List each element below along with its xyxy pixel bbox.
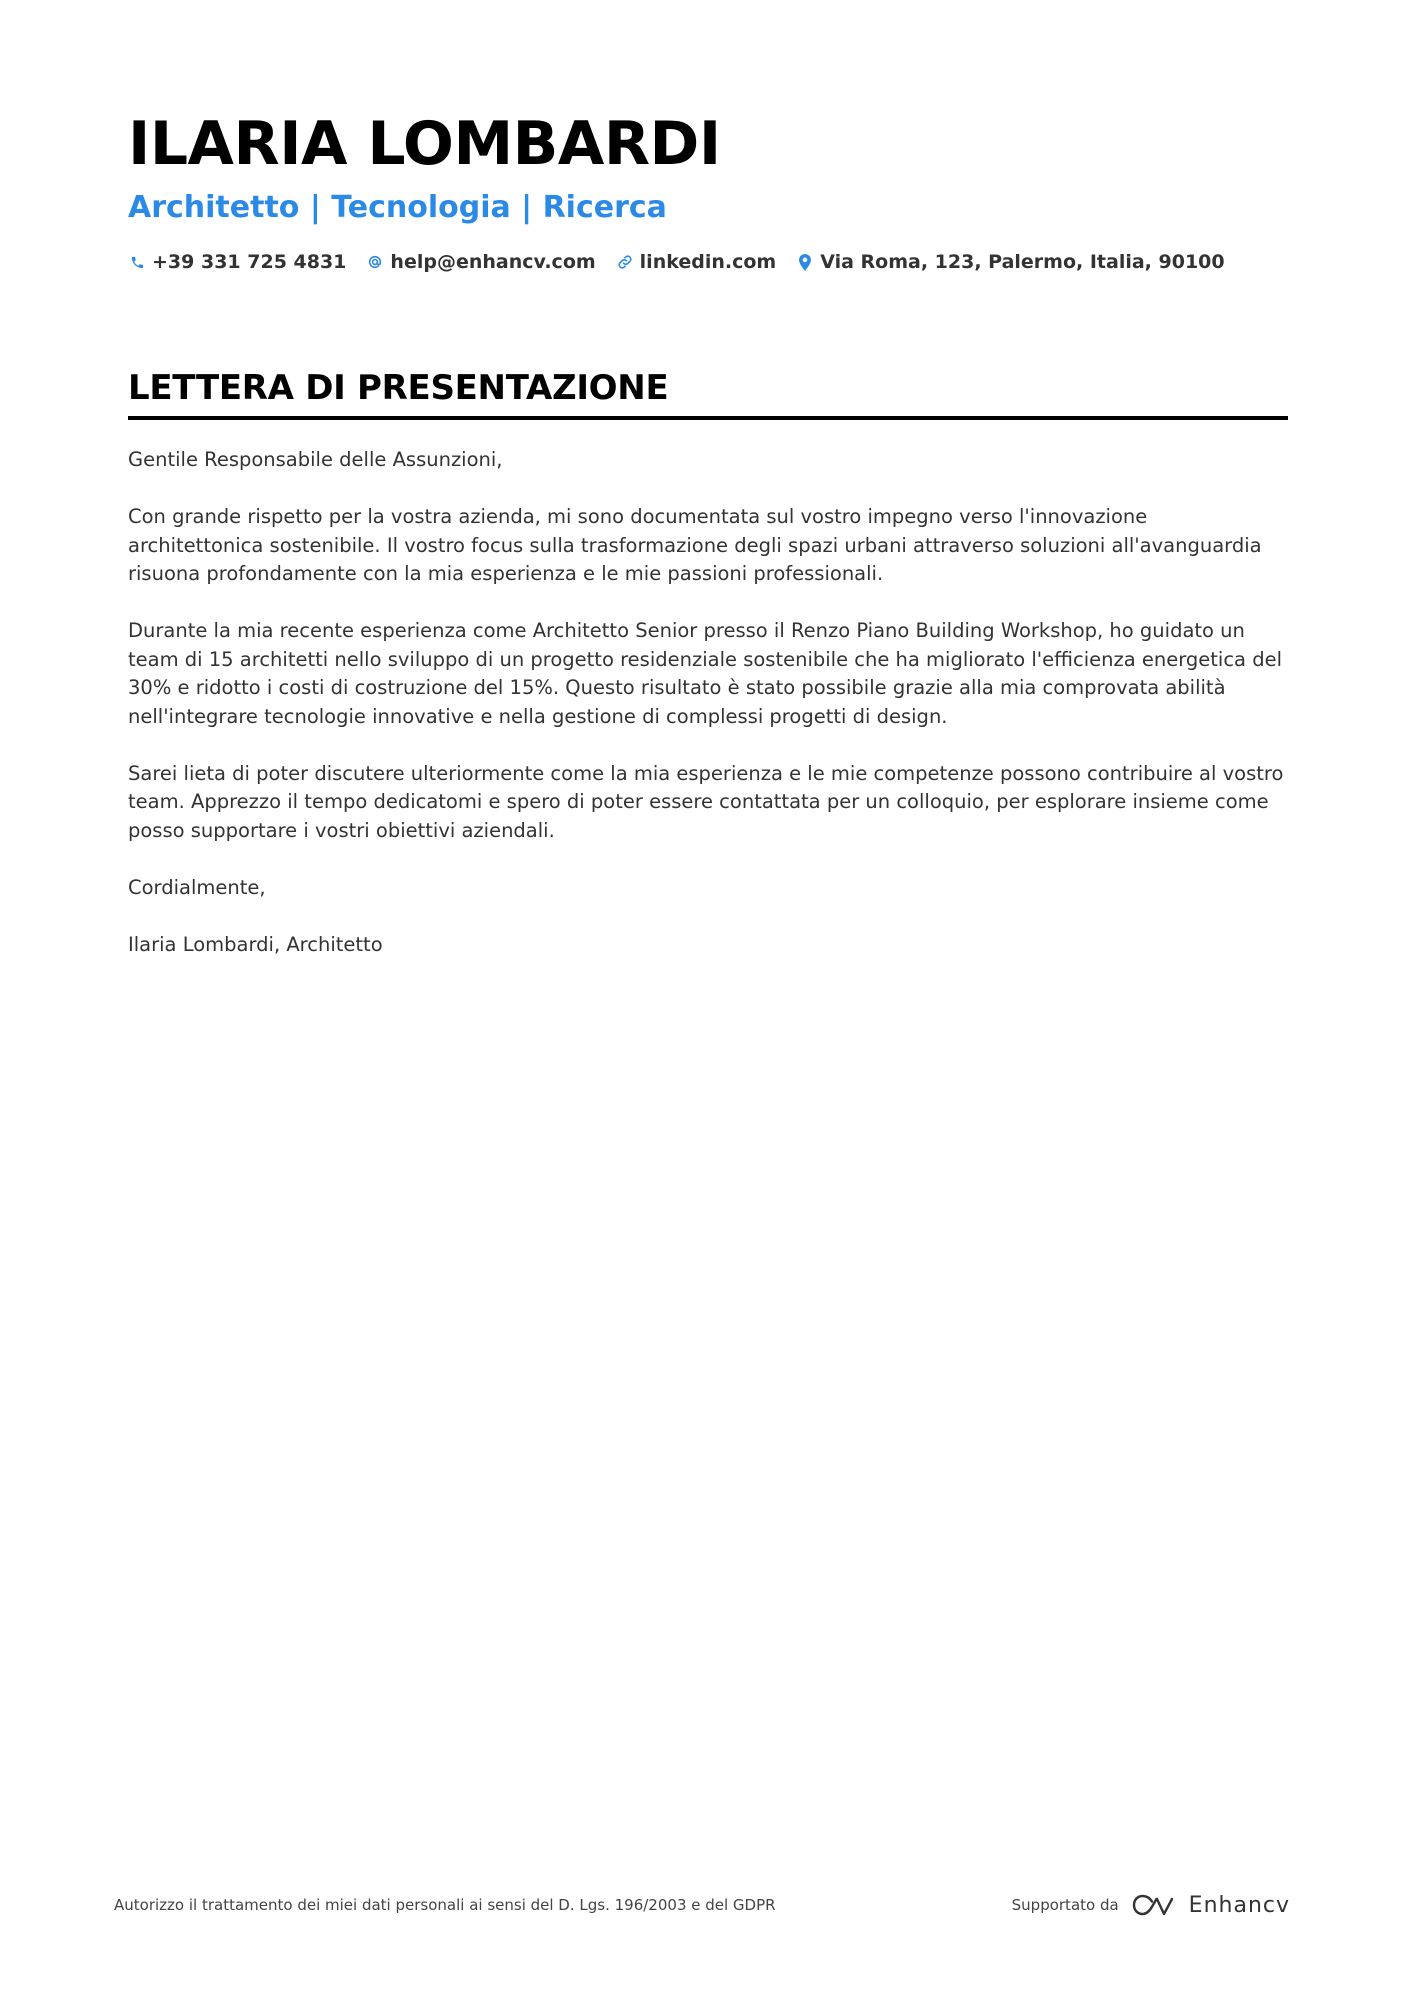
enhancv-logo-icon (1131, 1893, 1177, 1917)
phone-icon (128, 253, 146, 271)
contact-address-text: Via Roma, 123, Palermo, Italia, 90100 (820, 251, 1225, 273)
contact-address (796, 248, 1224, 276)
supported-by-label: Supportato da (1011, 1896, 1119, 1914)
letter-body (128, 446, 1288, 959)
enhancv-brand-name: Enhancv (1188, 1892, 1290, 1918)
letter-signature: Ilaria Lombardi, Architetto (128, 932, 383, 956)
letter-paragraph: Con grande rispetto per la vostra azienda, mi sono documentata sul vostro impegno verso l'innovazione architettonica sostenibile. Il vostro focus sulla trasformazione degli spazi urbani attraverso soluzioni all'avanguardia risuona profondamente con la mia esperienza e le mie passioni professionali. (128, 505, 1262, 585)
header (128, 108, 1288, 276)
letter-paragraph: Durante la mia recente esperienza come Architetto Senior presso il Renzo Piano Building Workshop, ho guidato un team di 15 architetti nello sviluppo di un progetto residenziale sostenibile che ha migliorato l'efficienza energetica del 30% e ridotto i costi di costruzione del 15%. Questo risultato è stato possibile grazie alla mia comprovata abilità nell'integrare tecnologie innovative e nella gestione di complessi progetti di design. (128, 619, 1282, 728)
section-divider (128, 416, 1288, 420)
contact-bar (128, 248, 1288, 276)
contact-email[interactable] (366, 248, 595, 276)
candidate-subtitle: Architetto | Tecnologia | Ricerca (128, 190, 667, 225)
contact-linkedin-text[interactable]: linkedin.com (639, 251, 777, 273)
at-icon (366, 253, 384, 271)
candidate-name: ILARIA LOMBARDI (128, 109, 721, 179)
section-title: LETTERA DI PRESENTAZIONE (128, 368, 669, 408)
letter-paragraph: Sarei lieta di poter discutere ulteriormente come la mia esperienza e le mie competenze possono contribuire al vostro team. Apprezzo il tempo dedicatomi e spero di poter essere contattata per un colloquio, per esplorare insieme come posso supportare i vostri obiettivi aziendali. (128, 761, 1284, 842)
privacy-consent: Autorizzo il trattamento dei miei dati personali ai sensi del D. Lgs. 196/2003 e del GDPR (114, 1896, 776, 1914)
letter-closing: Cordialmente, (128, 875, 266, 899)
contact-email-text[interactable]: help@enhancv.com (390, 251, 596, 273)
contact-phone (128, 248, 346, 276)
link-icon (616, 253, 634, 271)
cover-letter-section (128, 366, 1288, 988)
footer (114, 1890, 1290, 1920)
contact-linkedin[interactable] (616, 248, 777, 276)
contact-phone-text: +39 331 725 4831 (152, 251, 347, 273)
location-pin-icon (796, 253, 814, 271)
letter-greeting: Gentile Responsabile delle Assunzioni, (128, 448, 503, 471)
powered-by[interactable] (1012, 1893, 1290, 1918)
